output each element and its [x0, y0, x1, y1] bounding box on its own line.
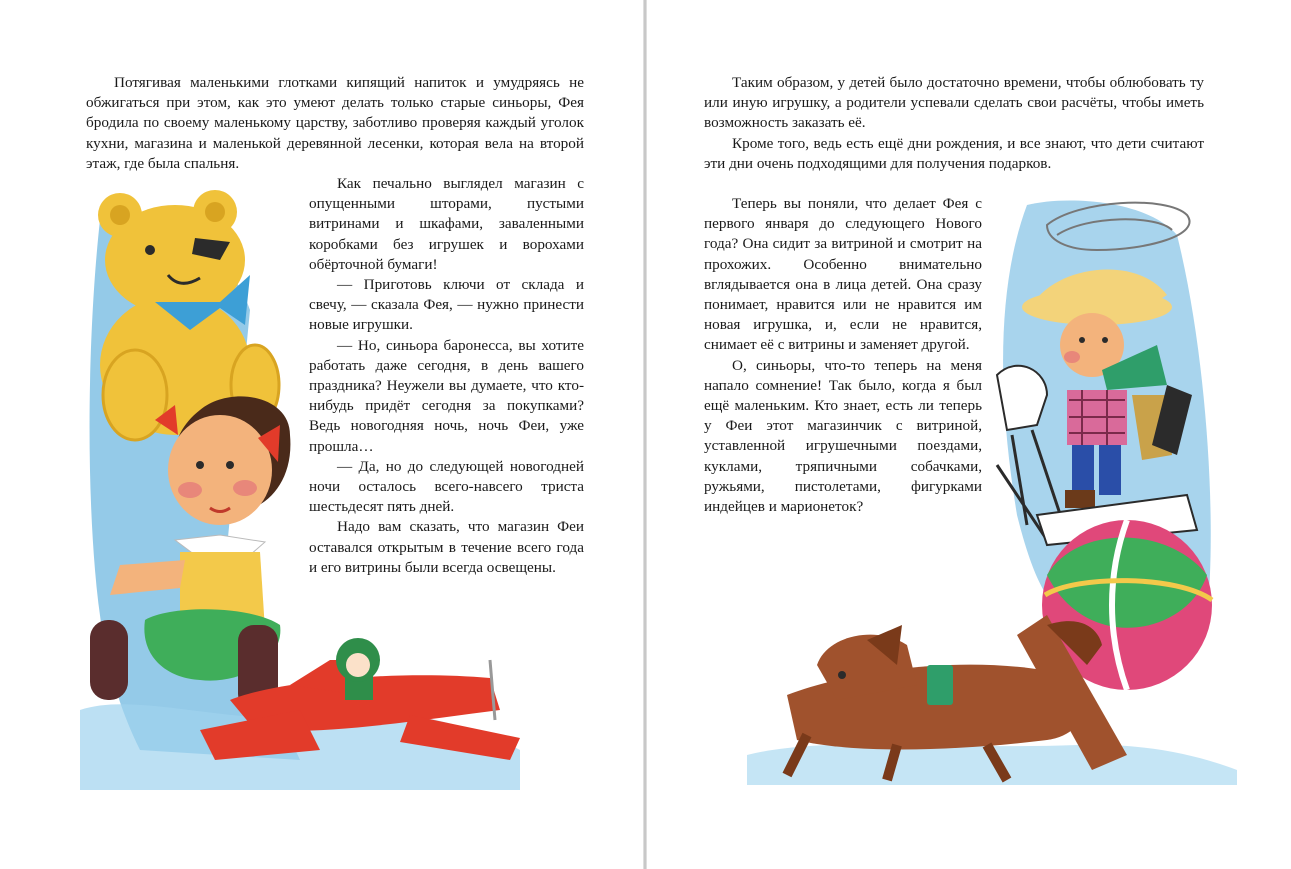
left-top-paragraph: [86, 73, 584, 174]
paragraph: Потягивая маленькими глотками кипящий напиток и умудряясь не обжигаться при этом, как это умеют делать только старые синьоры, Фея бродила по своему маленькому царству, заботливо проверяя каждый уголок кухни, магазина и маленькой деревянной лесенки, которая вела на второй этаж, где была спальня.: [86, 74, 584, 172]
paragraph: Кроме того, ведь есть ещё дни рождения, и все знают, что дети считают эти дни очень подходящими для получения подарков.: [704, 134, 1204, 172]
right-page: [647, 0, 1291, 869]
paragraph: Таким образом, у детей было достаточно времени, чтобы облюбовать ту или иную игрушку, а родители успевали сделать свои расчёты, чтобы иметь возможность заказать её.: [704, 74, 1204, 132]
paragraph: — Приготовь ключи от склада и свечу, — сказала Фея, — нужно принести новые игрушки.: [309, 276, 584, 334]
paragraph: Теперь вы поняли, что делает Фея с первого января до следующего Нового года? Она сидит за витриной и смотрит на прохожих. Особенно внимательно вглядывается она в лица детей. Она сразу понимает, нравится или не нравится им новая игрушка, и, если не нравится, снимает её с витрины и заменяет другой.: [704, 195, 982, 354]
paragraph: О, синьоры, что-то теперь на меня напало сомнение! Так было, когда я был ещё маленьким. Кто знает, есть ли теперь у Феи этот магазинчик с витриной, уставленной игрушечными поездами, куклами, тряпичными собачками, ружьями, пистолетами, фигурками индейцев и марионеток?: [704, 356, 982, 516]
right-top-paragraphs: [704, 73, 1204, 174]
right-illustration: [747, 195, 1237, 785]
left-page: [0, 0, 644, 869]
paragraph: — Но, синьора баронесса, вы хотите работать даже сегодня, в день вашего праздника? Неужели вы думаете, что кто-нибудь придёт сегодня за покупками? Ведь новогодняя ночь, ночь Феи, уже прошла…: [309, 336, 584, 455]
paragraph: — Да, но до следующей новогодней ночи осталось всего-навсего триста шестьдесят пять дней.: [309, 457, 584, 516]
paragraph: Как печально выглядел магазин с опущенными шторами, пустыми витринами и шкафами, заваленными коробками без игрушек и ворохами обёрточной бумаги!: [309, 175, 584, 273]
left-illustration: [80, 190, 540, 790]
paragraph: Надо вам сказать, что магазин Феи оставался открытым в течение всего года и его витрины были всегда освещены.: [309, 518, 584, 576]
